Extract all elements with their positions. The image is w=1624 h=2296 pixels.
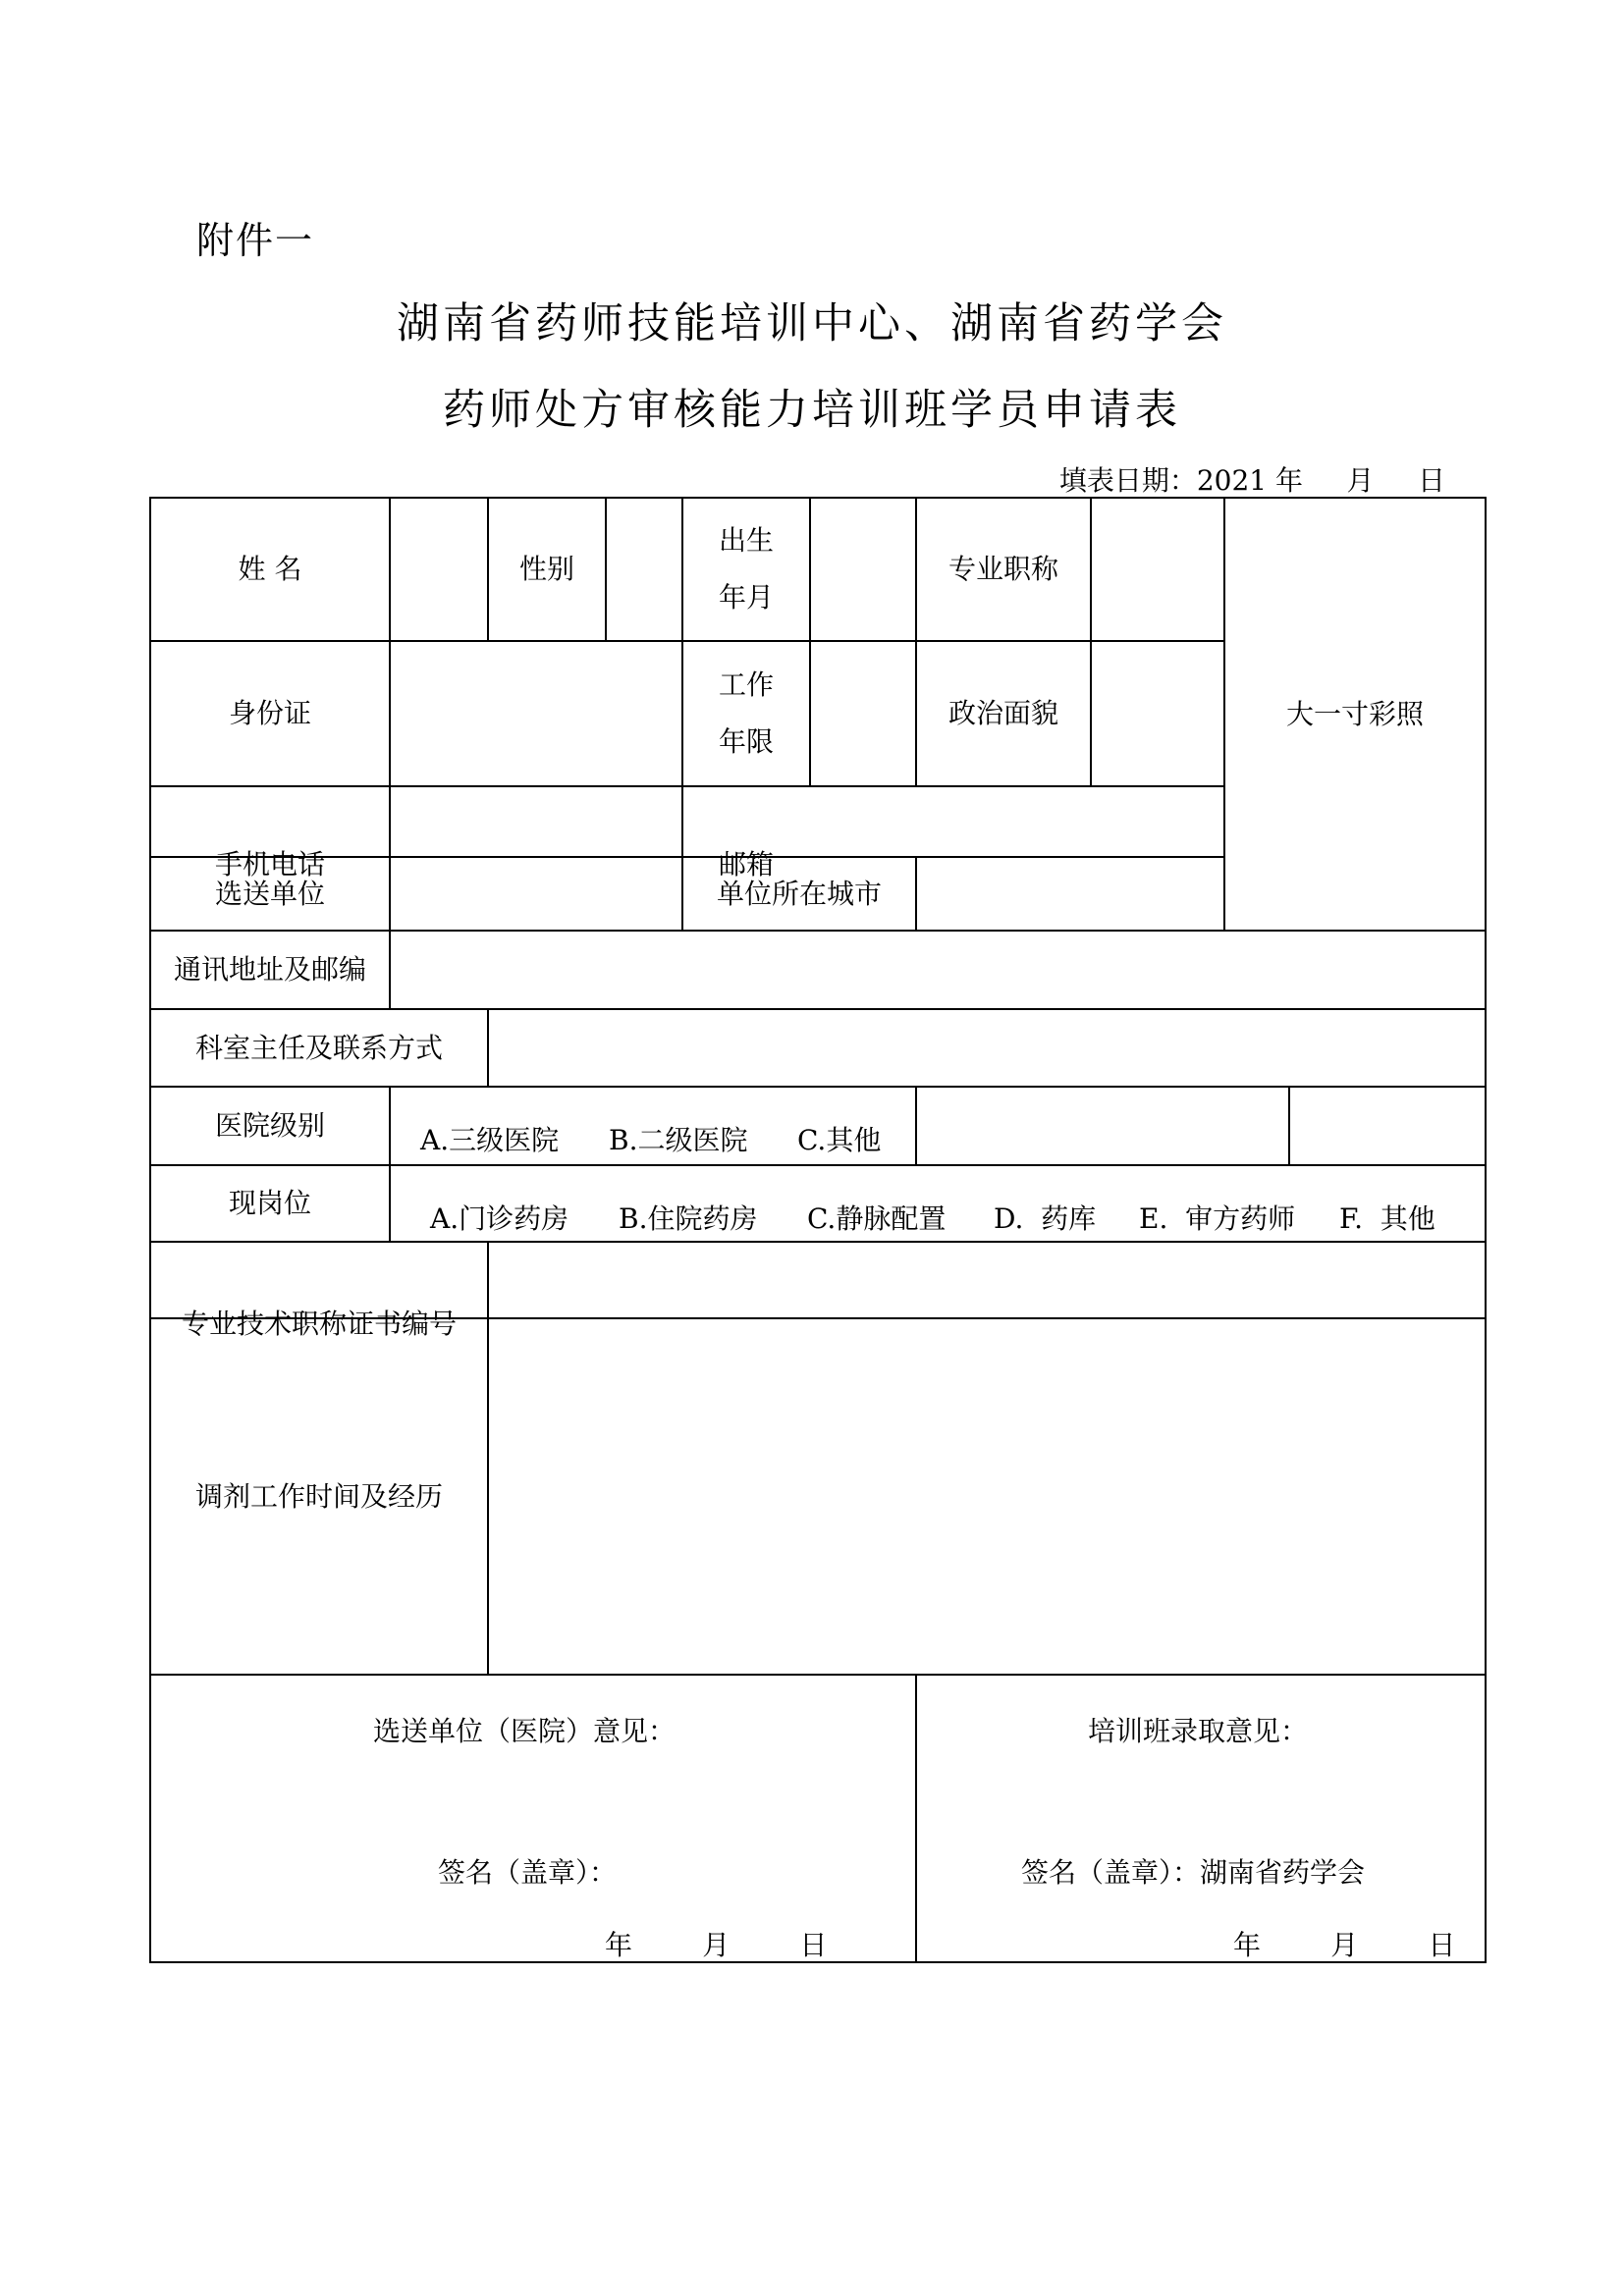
label-email: 邮箱 xyxy=(718,848,774,881)
label-work-years-line1: 工作 xyxy=(718,668,774,702)
label-gender: 性别 xyxy=(518,553,574,586)
political-status-field[interactable] xyxy=(1092,642,1223,785)
label-birth xyxy=(683,499,809,640)
position-option-f[interactable]: F. 其他 xyxy=(1339,1202,1435,1235)
label-unit-city: 单位所在城市 xyxy=(716,877,882,910)
label-name: 姓 名 xyxy=(238,553,302,586)
label-birth-line2: 年月 xyxy=(718,581,774,614)
address-field[interactable] xyxy=(391,932,1485,1008)
gender-field[interactable] xyxy=(607,499,681,640)
phone-field[interactable] xyxy=(391,787,681,856)
fill-date: 填表日期：2021 年 月 日 xyxy=(1058,464,1445,497)
director-field[interactable] xyxy=(489,1010,1485,1086)
unit-opinion-label: 选送单位（医院）意见： xyxy=(373,1715,677,1747)
hospital-level-option-a[interactable]: A.三级医院 xyxy=(420,1124,560,1156)
position-option-e[interactable]: E. 审方药师 xyxy=(1139,1202,1296,1235)
label-professional-title: 专业职称 xyxy=(947,553,1058,586)
form-title-line2: 药师处方审核能力培训班学员申请表 xyxy=(443,386,1181,435)
email-field[interactable] xyxy=(811,787,1223,856)
work-years-field[interactable] xyxy=(811,642,915,785)
attachment-label: 附件一 xyxy=(196,219,315,262)
birth-field[interactable] xyxy=(811,499,915,640)
position-option-c[interactable]: C.静脉配置 xyxy=(807,1202,947,1235)
class-sign-label: 签名（盖章）：湖南省药学会 xyxy=(1021,1856,1366,1889)
label-position: 现岗位 xyxy=(228,1187,311,1220)
photo-box[interactable]: 大一寸彩照 xyxy=(1285,697,1424,730)
position-option-b[interactable]: B.住院药房 xyxy=(619,1202,758,1235)
label-work-years xyxy=(683,642,809,785)
class-opinion-label: 培训班录取意见： xyxy=(1088,1715,1309,1747)
label-unit: 选送单位 xyxy=(214,877,325,910)
label-id-card: 身份证 xyxy=(228,697,311,730)
form-title-line1: 湖南省药师技能培训中心、湖南省药学会 xyxy=(397,299,1227,348)
label-experience: 调剂工作时间及经历 xyxy=(194,1479,443,1513)
hospital-level-blank-1[interactable] xyxy=(917,1088,1288,1164)
label-birth-line1: 出生 xyxy=(718,524,774,558)
label-phone: 手机电话 xyxy=(214,848,325,881)
name-field[interactable] xyxy=(391,499,487,640)
experience-field[interactable] xyxy=(489,1319,1485,1674)
cert-number-field[interactable] xyxy=(489,1243,1485,1317)
unit-date-label: 年 月 日 xyxy=(605,1929,828,1961)
hospital-level-option-b[interactable]: B.二级医院 xyxy=(609,1124,748,1156)
position-option-a[interactable]: A.门诊药房 xyxy=(430,1202,569,1235)
id-card-field[interactable] xyxy=(391,642,681,785)
professional-title-field[interactable] xyxy=(1092,499,1223,640)
hospital-level-option-c[interactable]: C.其他 xyxy=(797,1124,882,1156)
unit-field[interactable] xyxy=(391,858,681,930)
label-hospital-level: 医院级别 xyxy=(214,1109,325,1143)
position-option-d[interactable]: D. 药库 xyxy=(994,1202,1097,1235)
label-political-status: 政治面貌 xyxy=(947,697,1058,730)
label-director: 科室主任及联系方式 xyxy=(194,1031,443,1064)
hospital-level-blank-2[interactable] xyxy=(1290,1088,1485,1164)
unit-sign-label: 签名（盖章）： xyxy=(438,1856,618,1889)
class-date-label: 年 月 日 xyxy=(1233,1929,1456,1961)
label-work-years-line2: 年限 xyxy=(718,725,774,758)
label-cert-number: 专业技术职称证书编号 xyxy=(181,1308,457,1341)
label-address: 通讯地址及邮编 xyxy=(173,953,366,987)
unit-city-field[interactable] xyxy=(917,858,1223,930)
